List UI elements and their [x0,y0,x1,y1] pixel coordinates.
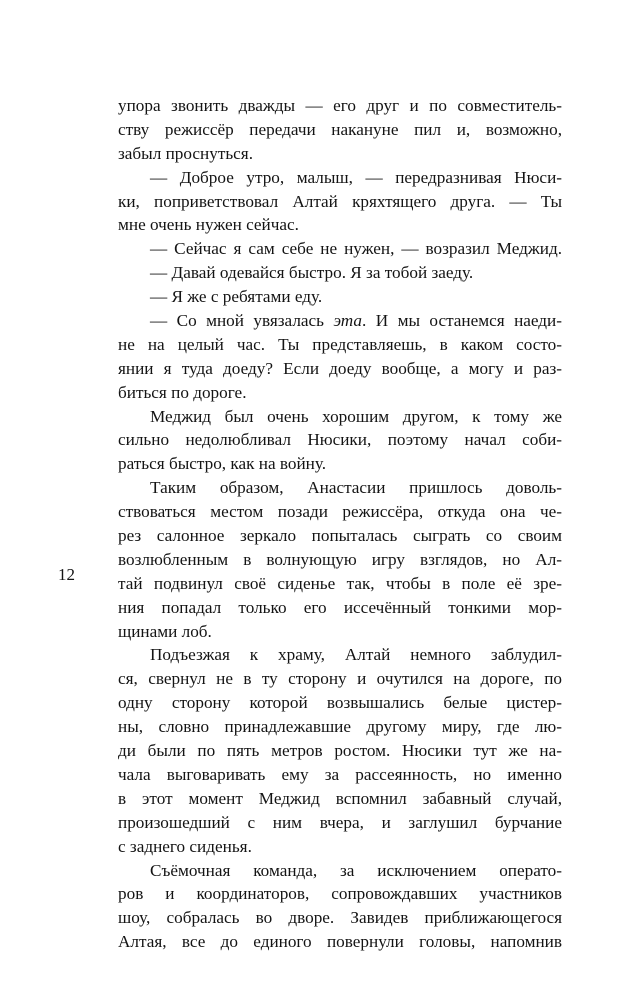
text-line: — Доброе утро, малыш, — передразнивая Нюси- [150,167,562,187]
text-line: — Я же с ребятами еду. [150,287,323,307]
text-line: Алтая, все до единого повернули головы, напомнив [118,932,562,952]
text-line: Таким образом, Анастасии пришлось доволь- [150,478,562,498]
text-line: Съёмочная команда, за исключением операто- [150,860,562,880]
text-line: — Сейчас я сам себе не нужен, — возразил Меджид. [150,239,562,259]
text-line: ству режиссёр передачи накануне пил и, возможно, [118,119,562,139]
text-line: в этот момент Меджид вспомнил забавный случай, [118,788,562,808]
text-line: — Давай одевайся быстро. Я за тобой заеду. [150,263,474,283]
text-line: не на целый час. Ты представляешь, в каком состо- [118,334,562,354]
text-line: ствоваться местом позади режиссёра, откуда она че- [118,502,562,522]
text-line: ров и координаторов, сопровождавших участников [118,884,562,904]
text-line: шоу, собралась во дворе. Завидев приближающегося [118,908,562,928]
text-line: Подъезжая к храму, Алтай немного заблудил- [150,645,562,665]
text-line [118,309,562,333]
text-line: произошедший с ним вчера, и заглушил бурчание [118,812,562,832]
text-line: одну сторону которой возвышались белые цистер- [118,693,562,713]
text-line: ния попадал только его иссечённый тонкими мор- [118,597,562,617]
text-line: ны, словно принадлежавшие другому миру, где лю- [118,717,562,737]
text-line: Меджид был очень хорошим другом, к тому же [150,406,562,426]
text-line: щинами лоб. [118,621,212,641]
text-segment: . И мы останемся наеди- [362,311,562,331]
text-line: чала выговаривать ему за рассеянность, но именно [118,764,562,784]
text-line: ки, поприветствовал Алтай кряхтящего друга. — Ты [118,191,562,211]
text-line: биться по дороге. [118,382,247,402]
italic-segment: эта [333,311,363,331]
text-line: тай подвинул своё сиденье так, чтобы в поле её зре- [118,573,562,593]
text-line: ди были по пять метров ростом. Нюсики тут же на- [118,741,562,761]
page-number: 12 [58,565,75,584]
text-line: мне очень нужен сейчас. [118,215,299,235]
text-line: с заднего сиденья. [118,836,252,856]
text-line: упора звонить дважды — его друг и по совместитель- [118,96,562,115]
text-segment: — Со мной увязалась [150,311,334,331]
text-line: ся, свернул не в ту сторону и очутился на дороге, по [118,669,562,689]
text-line: возлюбленным в волнующую игру взглядов, но Ал- [118,549,562,569]
text-line: сильно недолюбливал Нюсики, поэтому начал соби- [118,430,562,450]
body-text [118,94,562,954]
text-line: янии я туда доеду? Если доеду вообще, а могу и раз- [118,358,562,378]
text-line: раться быстро, как на войну. [118,454,327,474]
text-line: рез салонное зеркало попыталась сыграть со своим [118,526,562,546]
text-line: забыл проснуться. [118,143,253,163]
